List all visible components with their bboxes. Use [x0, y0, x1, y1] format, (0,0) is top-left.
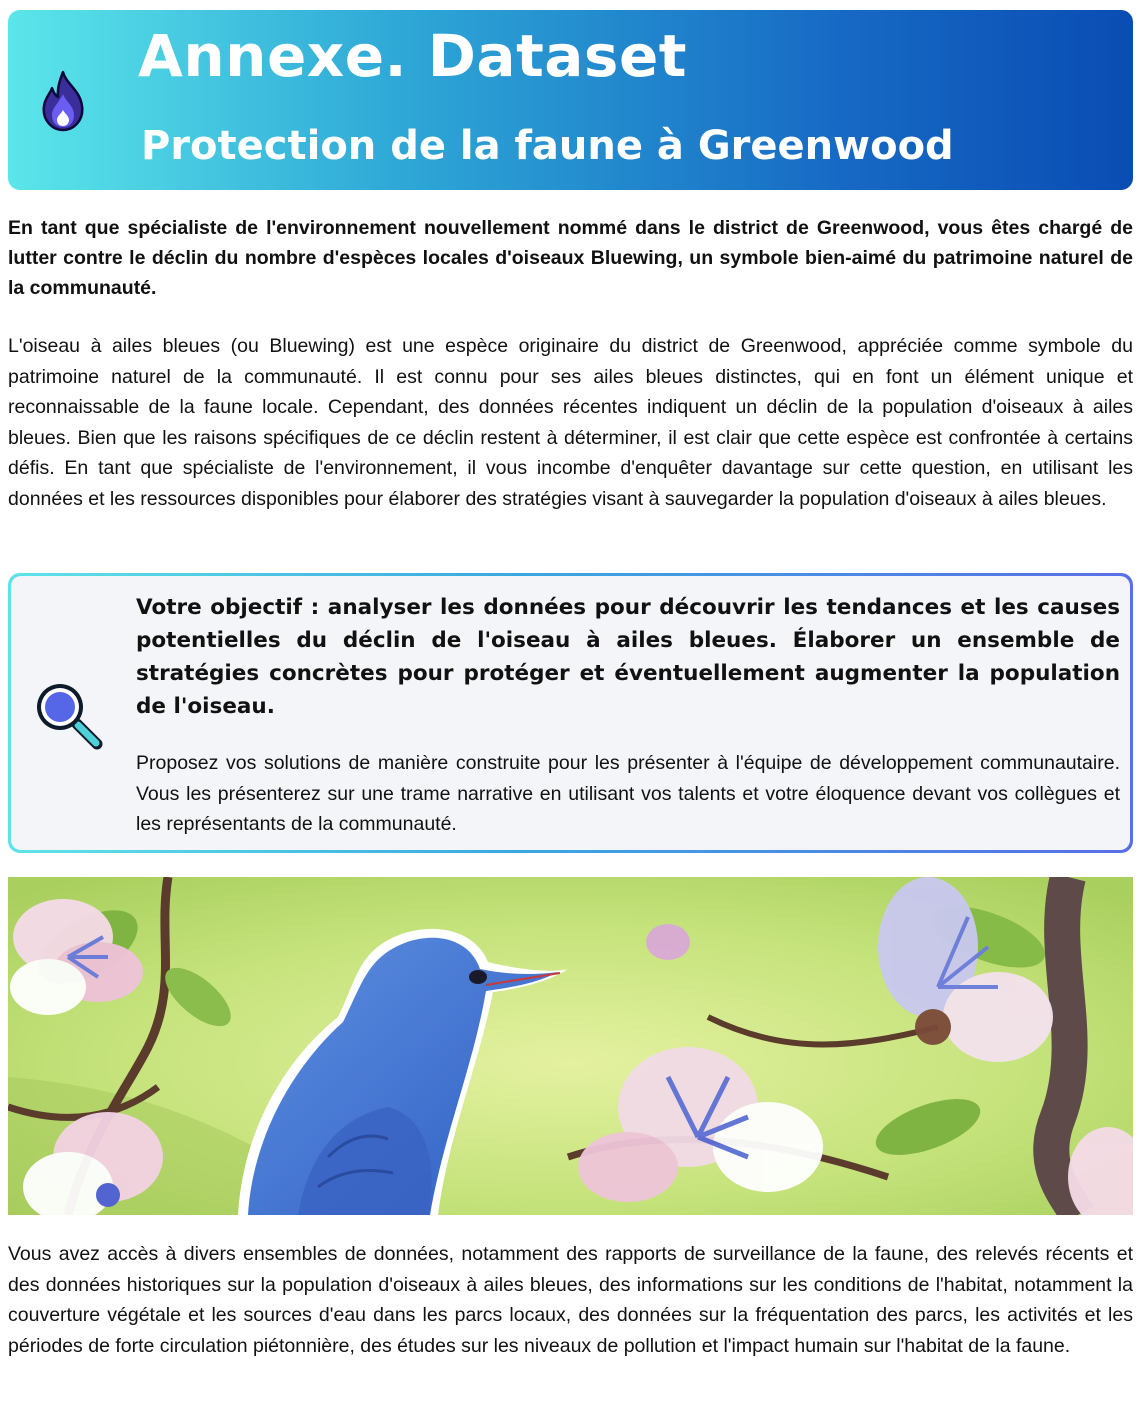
goal-callout-body [11, 576, 1130, 850]
goal-callout [8, 573, 1133, 853]
intro-paragraph: L'oiseau à ailes bleues (ou Bluewing) est une espèce originaire du district de Greenwood, appréciée comme symbole du patrimoine naturel de la communauté. Il est connu pour ses ailes bleues distinctes, qui en font un élément unique et reconnaissable de la faune locale. Cependant, des données récentes indiquent un déclin de la population d'oiseaux à ailes bleues. Bien que les raisons spécifiques de ce déclin restent à déterminer, il est clair que cette espèce est confrontée à certains défis. En tant que spécialiste de l'environnement, il vous incombe d'enquêter davantage sur cette question, en utilisant les données et les ressources disponibles pour élaborer des stratégies visant à sauvegarder la population d'oiseaux à ailes bleues. [8, 335, 1133, 510]
header-banner [8, 10, 1133, 190]
bluebird-painting [8, 877, 1133, 1215]
page-title: Annexe. Dataset [138, 22, 688, 90]
goal-text: Proposez vos solutions de manière construite pour les présenter à l'équipe de développement communautaire. Vous les présenterez sur une trame narrative en utilisant vos talents et votre éloquence devant vos collègues et les représentants de la communauté. [136, 752, 1120, 835]
magnifier-icon [33, 680, 105, 752]
outro-paragraph: Vous avez accès à divers ensembles de données, notamment des rapports de surveillance de la faune, des relevés récents et des données historiques sur la population d'oiseaux à ailes bleues, des informations sur les conditions de l'habitat, notamment la couverture végétale et les sources d'eau dans les parcs locaux, des données sur la fréquentation des parcs, les activités et les périodes de forte circulation piétonnière, des études sur les niveaux de pollution et l'impact humain sur l'habitat de la faune. [8, 1243, 1133, 1357]
goal-title: Votre objectif : analyser les données pour découvrir les tendances et les causes potentielles du déclin de l'oiseau à ailes bleues. Élaborer un ensemble de stratégies concrètes pour protéger et éventuellement augmenter la population de l'oiseau. [136, 595, 1120, 719]
flame-icon [40, 70, 86, 132]
intro-lead: En tant que spécialiste de l'environnement nouvellement nommé dans le district de Greenwood, vous êtes chargé de lutter contre le déclin du nombre d'espèces locales d'oiseaux Bluewing, un symbole bien-aimé du patrimoine naturel de la communauté. [8, 217, 1133, 299]
bluebird-illustration [8, 877, 1133, 1215]
page-subtitle: Protection de la faune à Greenwood [141, 123, 954, 169]
